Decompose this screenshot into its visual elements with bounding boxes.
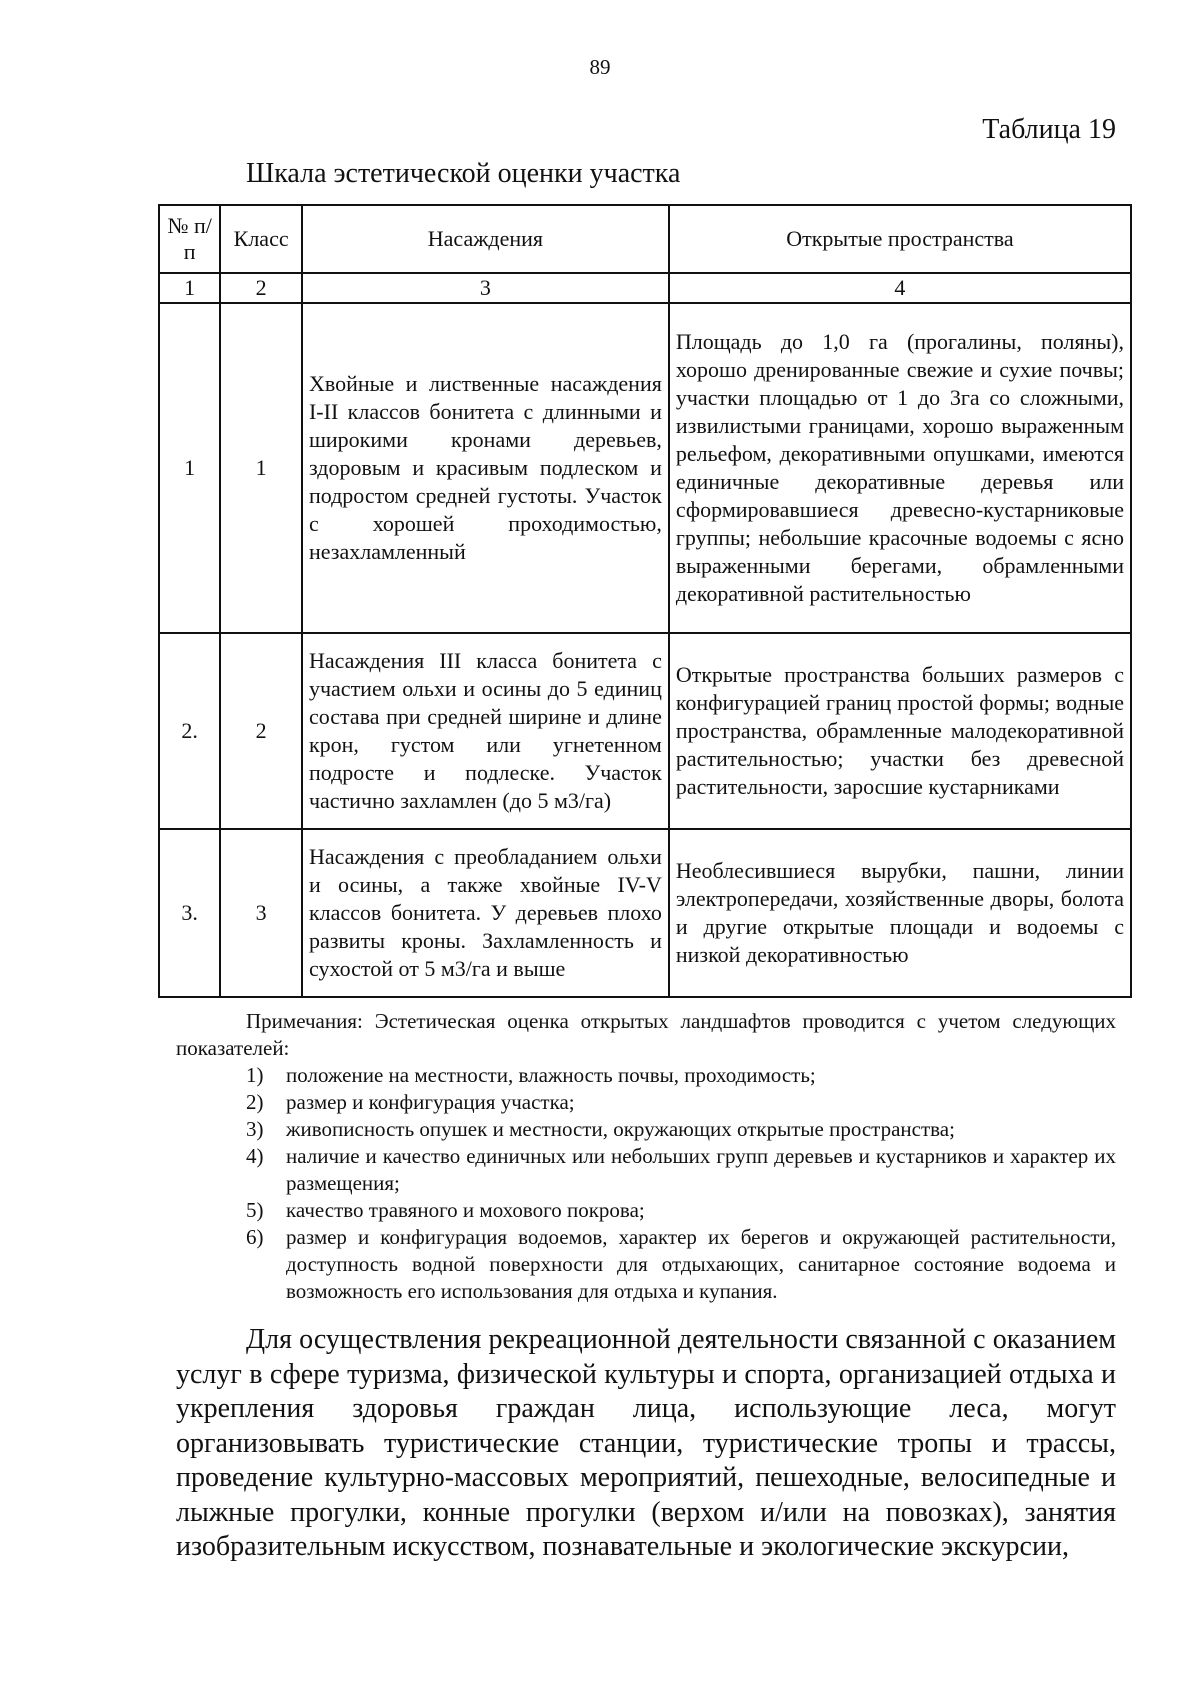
row-number: 2. — [159, 633, 220, 829]
column-index: 2 — [220, 273, 302, 303]
table-row — [159, 829, 1131, 997]
row-plantings: Хвойные и лиственные насаждения I-II классов бонитета с длинными и широкими кронами деревьев, здоровым и красивым подлеском и подростом средней густоты. Участок с хорошей проходимостью, незахламленный — [302, 303, 669, 633]
table-row — [159, 303, 1131, 633]
list-item-text: наличие и качество единичных или небольших групп деревьев и кустарников и характер их размещения; — [286, 1144, 1116, 1195]
list-item-number: 3) — [246, 1117, 264, 1141]
body-paragraph: Для осуществления рекреационной деятельности связанной с оказанием услуг в сфере туризма, физической культуры и спорта, организацией отдыха и укрепления здоровья граждан лица, использующие леса, могут организовывать туристические станции, туристические тропы и трассы, проведение культурно-массовых мероприятий, пешеходные, велосипедные и лыжные прогулки, конные прогулки (верхом и/или на повозках), занятия изобразительным искусством, познавательные и экологические экскурсии, — [176, 1324, 1116, 1562]
column-index: 3 — [302, 273, 669, 303]
row-open-spaces: Площадь до 1,0 га (прогалины, поляны), хорошо дренированные свежие и сухие почвы; участки площадью от 1 до 3га со сложными, извилистыми границами, хорошо выраженным рельефом, декоративными опушками, имеются единичные декоративные деревья или сформировавшиеся древесно-кустарниковые группы; небольшие красочные водоемы с ясно выраженными берегами, обрамленными декоративной растительностью — [669, 303, 1131, 633]
row-plantings: Насаждения III класса бонитета с участием ольхи и осины до 5 единиц состава при средней ширине и длине крон, густом или угнетенном подросте и подлеске. Участок частично захламлен (до 5 м3/га) — [302, 633, 669, 829]
header-class: Класс — [220, 205, 302, 273]
row-number: 3. — [159, 829, 220, 997]
row-class: 1 — [220, 303, 302, 633]
column-index-row — [159, 273, 1131, 303]
header-open-spaces: Открытые пространства — [669, 205, 1131, 273]
list-item-number: 1) — [246, 1063, 264, 1087]
table-title: Шкала эстетической оценки участка — [246, 158, 681, 189]
list-item — [176, 1224, 1116, 1305]
column-index: 4 — [669, 273, 1131, 303]
list-item-text: положение на местности, влажность почвы, проходимость; — [286, 1063, 816, 1087]
page-number: 89 — [589, 55, 611, 79]
column-index: 1 — [159, 273, 220, 303]
list-item-text: размер и конфигурация водоемов, характер их берегов и окружающей растительности, доступность водной поверхности для отдыхающих, санитарное состояние водоема и возможность его использования для отдыха и купания. — [286, 1225, 1116, 1303]
list-item — [176, 1143, 1116, 1197]
list-item-number: 5) — [246, 1198, 264, 1222]
table-header-row — [159, 205, 1131, 273]
list-item — [176, 1062, 1116, 1089]
aesthetic-scale-table — [158, 204, 1132, 998]
row-class: 2 — [220, 633, 302, 829]
list-item-text: качество травяного и мохового покрова; — [286, 1198, 645, 1222]
list-item — [176, 1089, 1116, 1116]
list-item — [176, 1116, 1116, 1143]
table-row — [159, 633, 1131, 829]
list-item-number: 2) — [246, 1090, 264, 1114]
row-number: 1 — [159, 303, 220, 633]
row-class: 3 — [220, 829, 302, 997]
notes-list — [176, 1062, 1116, 1305]
row-open-spaces: Открытые пространства больших размеров с конфигурацией границ простой формы; водные пространства, обрамленные малодекоративной растительностью; участки без древесной растительности, заросшие кустарниками — [669, 633, 1131, 829]
header-plantings: Насаждения — [302, 205, 669, 273]
table-notes — [176, 1008, 1116, 1305]
list-item-number: 6) — [246, 1225, 264, 1249]
row-plantings: Насаждения с преобладанием ольхи и осины, а также хвойные IV-V классов бонитета. У деревьев плохо развиты кроны. Захламленность и сухостой от 5 м3/га и выше — [302, 829, 669, 997]
header-number: № п/п — [159, 205, 220, 273]
table-label: Таблица 19 — [982, 114, 1116, 145]
list-item — [176, 1197, 1116, 1224]
notes-intro: Примечания: Эстетическая оценка открытых ландшафтов проводится с учетом следующих показателей: — [176, 1009, 1116, 1060]
list-item-text: размер и конфигурация участка; — [286, 1090, 575, 1114]
list-item-number: 4) — [246, 1144, 264, 1168]
list-item-text: живописность опушек и местности, окружающих открытые пространства; — [286, 1117, 955, 1141]
row-open-spaces: Необлесившиеся вырубки, пашни, линии электропередачи, хозяйственные дворы, болота и другие открытые площади и водоемы с низкой декоративностью — [669, 829, 1131, 997]
